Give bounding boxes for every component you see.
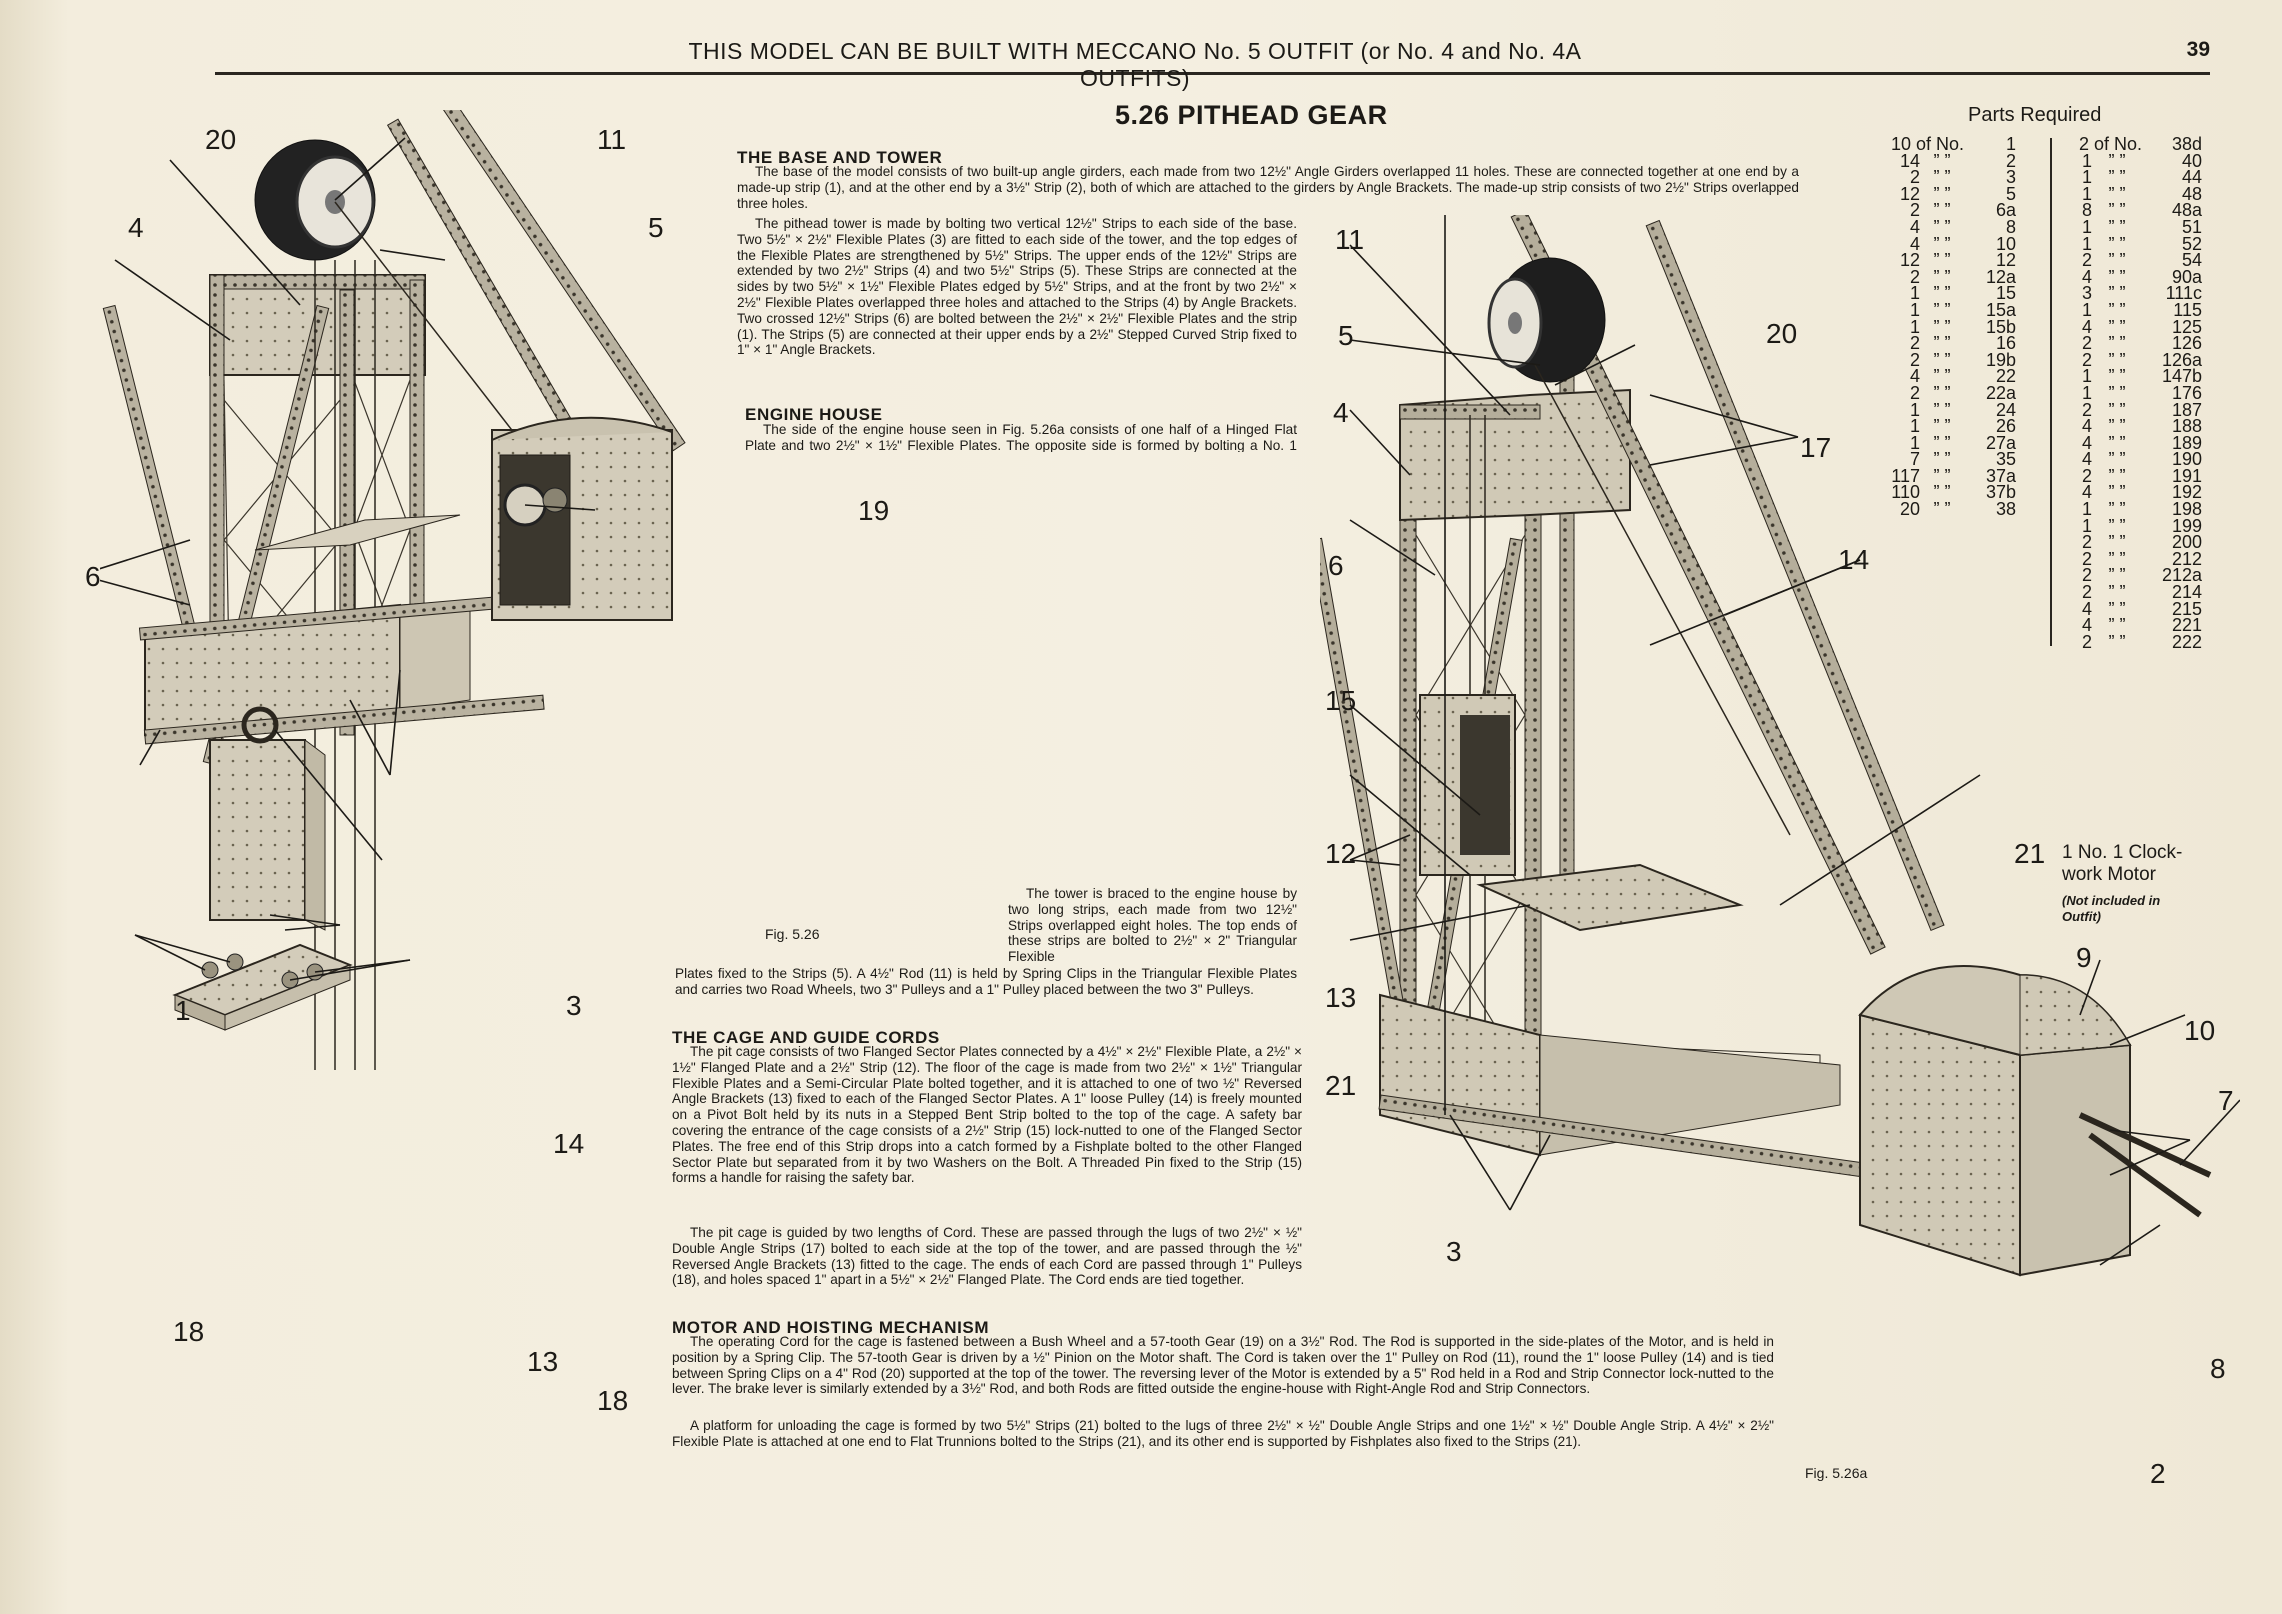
parts-number: 37a (1985, 465, 2016, 486)
parts-ditto: ” ” (2108, 283, 2126, 304)
parts-ditto: ” ” (2108, 416, 2126, 437)
parts-number: 190 (2171, 449, 2202, 470)
parts-ditto: ” ” (2108, 465, 2126, 486)
parts-ditto: ” ” (2108, 216, 2126, 237)
parts-ditto: ” ” (1933, 233, 1951, 254)
parts-number: 188 (2171, 416, 2202, 437)
parts-qty: 1 (2081, 167, 2092, 188)
parts-ditto: ” ” (2108, 233, 2126, 254)
parts-number: 6a (1995, 200, 2016, 221)
parts-number: 214 (2171, 582, 2202, 603)
parts-row (1882, 382, 2016, 403)
parts-number: 44 (2181, 167, 2202, 188)
parts-qty: 1 (1909, 299, 1920, 320)
parts-ditto: ” ” (1933, 266, 1951, 287)
parts-number: 52 (2181, 233, 2202, 254)
parts-ditto: ” ” (2108, 515, 2126, 536)
text-motor-p1: The operating Cord for the cage is fastened between a Bush Wheel and a 57-tooth Gear (19) on a 3½" Rod. The Rod is supported in the side-plates of the Motor, and is held in position by a Spring Clip. The 57-tooth Gear is driven by a ½" Pinion on the Motor shaft. The Cord is taken over the 1" Pulley on Rod (11), round the 1" loose Pulley (14) and is tied between Spring Clips on a 4" Rod (20) supported at the top of the tower. The reversing lever of the Motor is extended by a 5" Rod held in a Rod and Strip Connector lock-nutted to the lever. The brake lever is similarly extended by a 3½" Rod, and both Rods are fitted outside the engine-house with Right-Angle Rod and Strip Connectors. (672, 1334, 1774, 1397)
parts-ditto: ” ” (1933, 482, 1951, 503)
parts-number: 222 (2171, 631, 2202, 652)
callout-11-right: 11 (1335, 224, 1365, 255)
parts-ditto: ” ” (1933, 283, 1951, 304)
callout-20-right: 20 (1766, 318, 1798, 349)
parts-ditto: ” ” (2108, 167, 2126, 188)
callout-17-right: 17 (1800, 432, 1832, 463)
callout-5-left: 5 (648, 212, 664, 243)
parts-ditto: ” ” (1933, 316, 1951, 337)
parts-qty: 4 (2081, 615, 2092, 636)
parts-number: 8 (2005, 216, 2016, 237)
parts-number: 3 (2005, 167, 2016, 188)
parts-ditto: ” ” (2108, 183, 2126, 204)
parts-qty: 4 (2081, 432, 2092, 453)
parts-ditto: ” ” (1933, 150, 1951, 171)
parts-ditto: ” ” (2108, 349, 2126, 370)
text-cage-p1: The pit cage consists of two Flanged Sector Plates connected by a 4½" × 2½" Flexible Plate, a 2½" × 1½" Flanged Plate and a 2½" Strip (12). The floor of the cage is made from two 2½" × 1½" Triangular Flexible Plates and a Semi-Circular Plate bolted together, and it is attached to one of two ½" Reversed Angle Brackets (13) fixed to each of the Flanged Sector Plates. A 1" loose Pulley (14) is freely mounted on a Pivot Bolt held by its nuts in a Stepped Bent Strip bolted to the top of the cage. A safety bar covering the entrance of the cage consists of a 2½" Strip (15) lock-nutted to one of the Flanged Sector Plates. The free end of this Strip drops into a catch formed by a Fishplate bolted to the other Flanged Sector Plate but separated from it by two Washers on the Bolt. A Threaded Pin fixed to the Strip (15) forms a handle for raising the safety bar. (672, 1044, 1302, 1186)
parts-number: 51 (2181, 216, 2202, 237)
parts-ditto: ” ” (2108, 432, 2126, 453)
parts-ditto: ” ” (1933, 250, 1951, 271)
parts-ditto: ” ” (2108, 150, 2126, 171)
callout-10-right: 10 (2184, 1015, 2216, 1046)
parts-ditto: ” ” (1933, 333, 1951, 354)
fig-5-26-caption: Fig. 5.26 (765, 926, 820, 942)
text-base-p1: The base of the model consists of two built-up angle girders, each made from two 12½" Angle Girders overlapped 11 holes. These are connected together at one end by a made-up strip (1), and at the other end by a 3½" Strip (2), both of which are attached to the girders by Angle Brackets. The made-up strip consists of two 2½" Strips overlapped three holes. (737, 164, 1799, 211)
parts-ditto: ” ” (2108, 316, 2126, 337)
parts-qty: 4 (2081, 598, 2092, 619)
parts-qty: 14 (1899, 150, 1920, 171)
parts-ditto: ” ” (1933, 200, 1951, 221)
callout-9-right: 9 (2076, 942, 2092, 973)
parts-number: 24 (1995, 399, 2016, 420)
parts-number: 27a (1985, 432, 2016, 453)
parts-qty: 4 (2081, 316, 2092, 337)
parts-number: 2 (2005, 150, 2016, 171)
parts-ditto: ” ” (1933, 167, 1951, 188)
parts-ditto: ” ” (1933, 399, 1951, 420)
parts-number: 22a (1985, 382, 2016, 403)
parts-qty: 1 (2081, 382, 2092, 403)
parts-number: 38d (2171, 134, 2202, 154)
parts-number: 90a (2171, 266, 2202, 287)
text-engine-p2b: Plates fixed to the Strips (5). A 4½" Rod (11) is held by Spring Clips in the Triangular Flexible Plates and carries two Road Wheels, two 3" Pulleys and a 1" Pulley placed between the two 3" Pulleys. (675, 966, 1297, 997)
parts-qty: 2 (2081, 631, 2092, 652)
parts-qty: 1 (2081, 366, 2092, 387)
parts-number: 5 (2005, 183, 2016, 204)
parts-qty: 10 of No. (1890, 134, 1964, 154)
parts-qty: 20 (1899, 499, 1920, 520)
figure-5-26 (100, 110, 700, 1480)
parts-ditto: ” ” (2108, 266, 2126, 287)
parts-number: 200 (2171, 532, 2202, 553)
parts-qty: 1 (1909, 432, 1920, 453)
parts-number: 10 (1995, 233, 2016, 254)
parts-number: 19b (1985, 349, 2016, 370)
parts-qty: 110 (1891, 482, 1920, 503)
callout-14-right: 14 (1838, 544, 1870, 575)
callout-18a-left: 18 (173, 1316, 205, 1347)
callout-13-right: 13 (1325, 982, 1357, 1013)
parts-number: 12 (1995, 250, 2016, 271)
parts-number: 40 (2181, 150, 2202, 171)
parts-qty: 1 (1909, 399, 1920, 420)
parts-qty: 2 (1909, 349, 1920, 370)
parts-ditto: ” ” (1933, 449, 1951, 470)
parts-qty: 2 (2081, 333, 2092, 354)
parts-number: 1 (2005, 134, 2016, 154)
parts-number: 199 (2171, 515, 2202, 536)
parts-qty: 2 (2081, 582, 2092, 603)
parts-number: 126a (2161, 349, 2202, 370)
callout-21b-right: 21 (2014, 838, 2046, 869)
page-header (215, 38, 2210, 91)
parts-number: 198 (2171, 499, 2202, 520)
parts-ditto: ” ” (2108, 615, 2126, 636)
callout-4-right: 4 (1333, 397, 1349, 428)
parts-number: 16 (1995, 333, 2016, 354)
callout-6-right: 6 (1328, 550, 1344, 581)
parts-number: 189 (2171, 432, 2202, 453)
parts-ditto: ” ” (1933, 299, 1951, 320)
text-base-p2: The pithead tower is made by bolting two vertical 12½" Strips to each side of the base. Two 5½" × 2½" Flexible Plates (3) are fitted to each side of the tower, and the top edges of the Flexible Plates are strengthened by 5½" Strips. The upper ends of the 12½" Strips are extended by two 2½" Strips (4) and two 5½" Strips (5). These Strips are connected at the sides by two 5½" × 1½" Flexible Plates edged by 5½" Strips, and at the front by two 2½" × 2½" Flexible Plates overlapped three holes and attached to the Strips (4) by Angle Brackets. Two crossed 12½" Strips (6) are bolted between the 2½" × 2½" Flexible Plates and the strip (1). The Strips (5) are connected at their upper ends by a 2½" Stepped Curved Strip fixed to 1" × 1" Angle Brackets. (737, 216, 1297, 358)
motor-note-sub: (Not included in Outfit) (2062, 893, 2161, 924)
parts-number: 176 (2171, 382, 2202, 403)
parts-qty: 2 (2081, 250, 2092, 271)
callout-1-left: 1 (175, 995, 191, 1026)
parts-number: 26 (1995, 416, 2016, 437)
parts-ditto: ” ” (1933, 366, 1951, 387)
parts-number: 38 (1995, 499, 2016, 520)
parts-qty: 1 (2081, 233, 2092, 254)
parts-qty: 4 (2081, 449, 2092, 470)
text-motor-p2: A platform for unloading the cage is formed by two 5½" Strips (21) bolted to the lugs of three 2½" × ½" Double Angle Strips and one 1½" × ½" Double Angle Strip. A 4½" × 2½" Flexible Plate is attached at one end to Flat Trunnions bolted to the Strips (21), and its other end is supported by Fishplates also fixed to the Strips (21). (672, 1418, 1774, 1449)
callout-14-left: 14 (553, 1128, 585, 1159)
parts-ditto: ” ” (1933, 216, 1951, 237)
parts-qty: 117 (1891, 465, 1920, 486)
parts-ditto: ” ” (1933, 183, 1951, 204)
parts-qty: 2 (1909, 200, 1920, 221)
parts-qty: 1 (1909, 316, 1920, 337)
parts-qty: 2 (2081, 465, 2092, 486)
parts-number: 147b (2161, 366, 2202, 387)
parts-ditto: ” ” (2108, 499, 2126, 520)
text-cage-p2: The pit cage is guided by two lengths of Cord. These are passed through the lugs of two 2½" × ½" Double Angle Strips (17) bolted to each side at the top of the tower, and are passed through the ½" Reversed Angle Brackets (13) fitted to the cage. The ends of each Cord are passed through 1" Pulleys (18), and holes spaced 1" apart in a 5½" × 2½" Flanged Plate. The Cord ends are tied together. (672, 1225, 1302, 1288)
parts-ditto: ” ” (2108, 582, 2126, 603)
parts-number: 111c (2165, 283, 2202, 304)
parts-ditto: ” ” (1933, 465, 1951, 486)
callout-5-right: 5 (1338, 320, 1354, 351)
callout-19-left: 19 (858, 495, 890, 526)
callout-2-right: 2 (2150, 1458, 2166, 1489)
parts-number: 212 (2171, 548, 2202, 569)
heading-cage: THE CAGE AND GUIDE CORDS (672, 1028, 940, 1047)
parts-ditto: ” ” (2108, 250, 2126, 271)
parts-ditto: ” ” (1933, 499, 1951, 520)
parts-ditto: ” ” (2108, 598, 2126, 619)
parts-ditto: ” ” (1933, 432, 1951, 453)
parts-qty: 4 (1909, 366, 1920, 387)
parts-number: 48 (2181, 183, 2202, 204)
parts-number: 215 (2171, 598, 2202, 619)
parts-divider (2050, 138, 2052, 646)
heading-engine-house: ENGINE HOUSE (745, 405, 883, 424)
parts-ditto: ” ” (2108, 449, 2126, 470)
parts-ditto: ” ” (2108, 631, 2126, 652)
parts-qty: 1 (2081, 499, 2092, 520)
parts-ditto: ” ” (2108, 333, 2126, 354)
model-title: 5.26 PITHEAD GEAR (1115, 100, 1388, 130)
callout-6-left: 6 (85, 561, 101, 592)
parts-row (1882, 501, 2016, 518)
parts-qty: 2 of No. (2078, 134, 2142, 154)
page-number: 39 (2186, 38, 2210, 61)
parts-qty: 1 (1909, 416, 1920, 437)
callout-15-right: 15 (1325, 685, 1357, 716)
callout-8-right: 8 (2210, 1353, 2226, 1384)
parts-number: 212a (2161, 565, 2202, 586)
callout-3-right: 3 (1446, 1236, 1462, 1267)
parts-ditto: ” ” (1933, 349, 1951, 370)
parts-qty: 2 (2081, 548, 2092, 569)
parts-row (2078, 631, 2202, 652)
parts-ditto: ” ” (2108, 548, 2126, 569)
parts-qty: 1 (2081, 183, 2092, 204)
pithead-illustration-left (100, 110, 700, 1480)
parts-number: 15 (1995, 283, 2016, 304)
heading-base-tower: THE BASE AND TOWER (737, 148, 943, 167)
parts-qty: 4 (2081, 416, 2092, 437)
parts-ditto: ” ” (2108, 399, 2126, 420)
callout-21a-right: 21 (1325, 1070, 1357, 1101)
callout-11-left: 11 (597, 124, 627, 155)
parts-qty: 12 (1899, 183, 1920, 204)
parts-qty: 1 (2081, 515, 2092, 536)
motor-note: 1 No. 1 Clock- work Motor (2062, 842, 2183, 885)
parts-number: 54 (2181, 250, 2202, 271)
parts-number: 126 (2171, 333, 2202, 354)
heading-motor: MOTOR AND HOISTING MECHANISM (672, 1318, 990, 1337)
parts-column-1 (1882, 136, 2016, 518)
parts-number: 125 (2171, 316, 2202, 337)
parts-qty: 2 (1909, 333, 1920, 354)
callout-3-left: 3 (566, 990, 582, 1021)
parts-ditto: ” ” (2108, 482, 2126, 503)
callout-7-right: 7 (2218, 1085, 2234, 1116)
parts-number: 48a (2171, 200, 2202, 221)
callout-20-left: 20 (205, 124, 237, 155)
text-engine-p1-top (745, 422, 1297, 452)
parts-qty: 2 (2081, 565, 2092, 586)
parts-number: 191 (2171, 465, 2202, 486)
parts-number: 37b (1985, 482, 2016, 503)
parts-number: 187 (2171, 399, 2202, 420)
header-title: THIS MODEL CAN BE BUILT WITH MECCANO No. 5 OUTFIT (or No. 4 and No. 4A OUTFITS) (688, 38, 1582, 91)
parts-qty: 2 (2081, 532, 2092, 553)
callout-4-left: 4 (128, 212, 144, 243)
parts-qty: 8 (2081, 200, 2092, 221)
parts-ditto: ” ” (2108, 382, 2126, 403)
parts-number: 22 (1995, 366, 2016, 387)
parts-qty: 1 (2081, 150, 2092, 171)
parts-ditto: ” ” (2108, 366, 2126, 387)
parts-number: 192 (2171, 482, 2202, 503)
parts-column-2 (2078, 136, 2202, 650)
parts-qty: 4 (2081, 482, 2092, 503)
parts-qty: 4 (1909, 216, 1920, 237)
parts-qty: 7 (1909, 449, 1920, 470)
parts-ditto: ” ” (2108, 565, 2126, 586)
parts-qty: 2 (1909, 382, 1920, 403)
parts-ditto: ” ” (1933, 382, 1951, 403)
parts-number: 12a (1985, 266, 2016, 287)
parts-number: 35 (1995, 449, 2016, 470)
parts-qty: 4 (2081, 266, 2092, 287)
parts-row (2078, 382, 2202, 403)
parts-qty: 4 (1909, 233, 1920, 254)
parts-ditto: ” ” (1933, 416, 1951, 437)
parts-number: 115 (2173, 299, 2202, 320)
parts-qty: 2 (2081, 349, 2092, 370)
parts-qty: 12 (1899, 250, 1920, 271)
parts-ditto: ” ” (2108, 299, 2126, 320)
parts-qty: 1 (2081, 216, 2092, 237)
fig-5-26a-caption: Fig. 5.26a (1805, 1465, 1868, 1481)
parts-qty: 2 (2081, 399, 2092, 420)
parts-number: 221 (2171, 615, 2202, 636)
parts-qty: 1 (2081, 299, 2092, 320)
parts-qty: 3 (2081, 283, 2092, 304)
parts-qty: 2 (1909, 266, 1920, 287)
text-engine-p2: The tower is braced to the engine house by two long strips, each made from two 12½" Strips overlapped eight holes. The top ends of these strips are bolted to 2½" × 2" Triangular Flexible (1008, 886, 1297, 965)
callout-12-right: 12 (1325, 838, 1357, 869)
text-engine-p1: The side of the engine house seen in Fig. 5.26a consists of one half of a Hinged Flat Plate and two 2½" × 1½" Flexible Plates. The opposite side is formed by bolting a No. 1 (745, 422, 1297, 452)
parts-title: Parts Required (1968, 104, 2102, 126)
parts-number: 15b (1985, 316, 2016, 337)
callout-18b-left: 18 (597, 1385, 629, 1416)
callout-13-left: 13 (527, 1346, 559, 1377)
parts-ditto: ” ” (2108, 532, 2126, 553)
parts-qty: 1 (1909, 283, 1920, 304)
parts-ditto: ” ” (2108, 200, 2126, 221)
parts-qty: 2 (1909, 167, 1920, 188)
parts-number: 15a (1985, 299, 2016, 320)
